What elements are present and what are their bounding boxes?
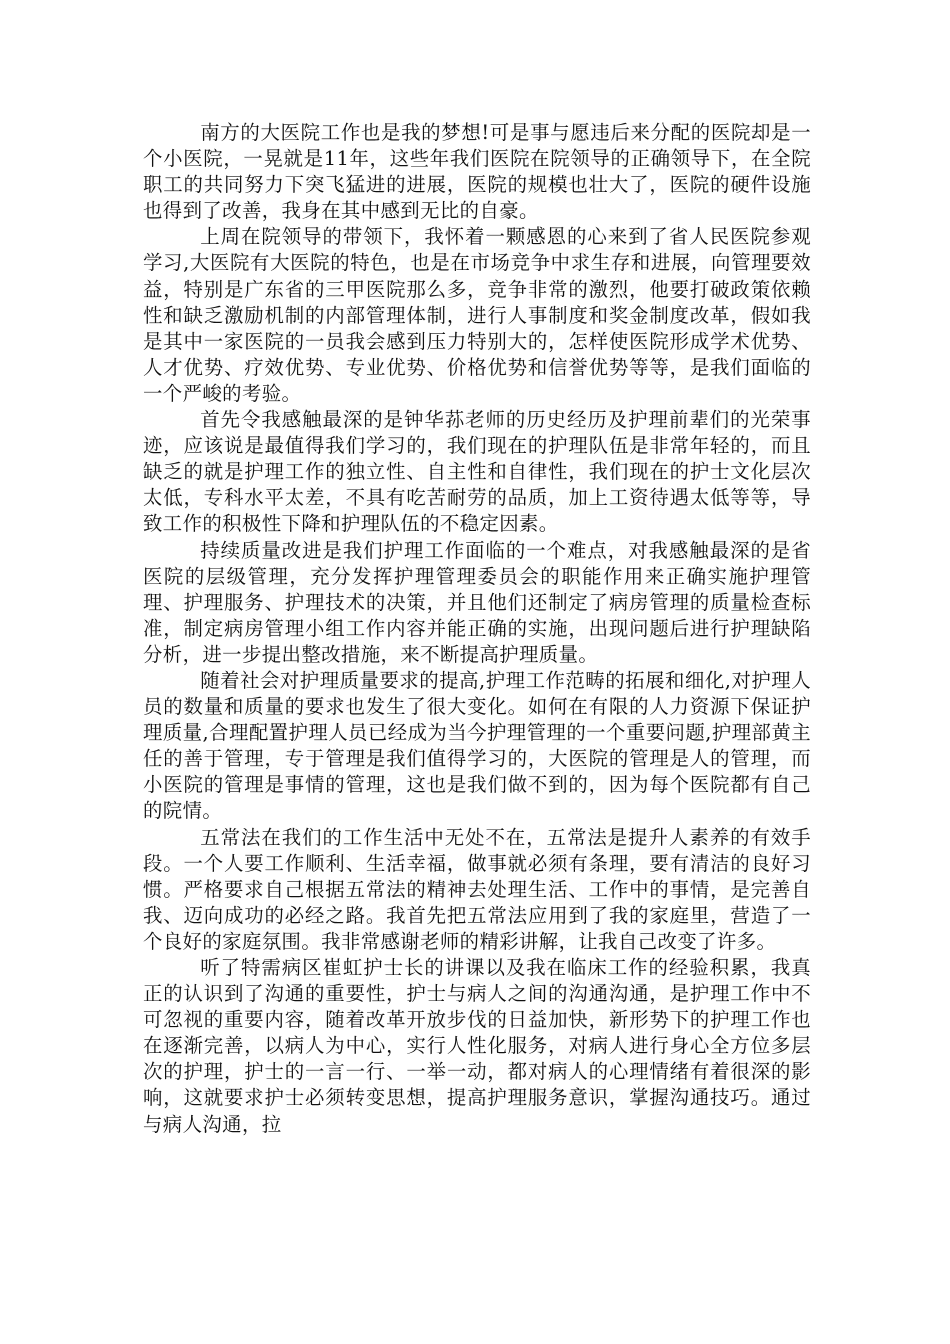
paragraph-7: 听了特需病区崔虹护士长的讲课以及我在临床工作的经验积累，我真正的认识到了沟通的重要性，护士与病人之间的沟通沟通，是护理工作中不可忽视的重要内容，随着改革开放步伐的日益加快，新形势下的护理工作也在逐渐完善，以病人为中心，实行人性化服务，对病人进行身心全方位多层次的护理，护士的一言一行、一举一动，都对病人的心理情绪有着很深的影响，这就要求护士必须转变思想，提高护理服务意识，掌握沟通技巧。通过与病人沟通，拉 [143,956,811,1136]
paragraph-2: 上周在院领导的带领下，我怀着一颗感恩的心来到了省人民医院参观学习,大医院有大医院的特色，也是在市场竞争中求生存和进展，向管理要效益，特别是广东省的三甲医院那么多，竞争非常的激烈，他要打破政策依赖性和缺乏激励机制的内部管理体制，进行人事制度和奖金制度改革，假如我是其中一家医院的一员我会感到压力特别大的，怎样使医院形成学术优势、人才优势、疗效优势、专业优势、价格优势和信誉优势等等，是我们面临的一个严峻的考验。 [143,225,811,405]
document-body [143,120,811,1138]
paragraph-3: 首先令我感触最深的是钟华荪老师的历史经历及护理前辈们的光荣事迹，应该说是最值得我们学习的，我们现在的护理队伍是非常年轻的，而且缺乏的就是护理工作的独立性、自主性和自律性，我们现在的护士文化层次太低，专科水平太差，不具有吃苦耐劳的品质，加上工资待遇太低等等，导致工作的积极性下降和护理队伍的不稳定因素。 [143,408,811,536]
paragraph-4: 持续质量改进是我们护理工作面临的一个难点，对我感触最深的是省医院的层级管理，充分发挥护理管理委员会的职能作用来正确实施护理管理、护理服务、护理技术的决策，并且他们还制定了病房管理的质量检查标准，制定病房管理小组工作内容并能正确的实施，出现问题后进行护理缺陷分析，进一步提出整改措施，来不断提高护理质量。 [143,538,811,666]
paragraph-6: 五常法在我们的工作生活中无处不在，五常法是提升人素养的有效手段。一个人要工作顺利、生活幸福，做事就必须有条理，要有清洁的良好习惯。严格要求自己根据五常法的精神去处理生活、工作中的事情，是完善自我、迈向成功的必经之路。我首先把五常法应用到了我的家庭里，营造了一个良好的家庭氛围。我非常感谢老师的精彩讲解，让我自己改变了许多。 [143,825,811,953]
paragraph-1: 南方的大医院工作也是我的梦想!可是事与愿违后来分配的医院却是一个小医院，一晃就是11年，这些年我们医院在院领导的正确领导下，在全院职工的共同努力下突飞猛进的进展，医院的规模也壮大了，医院的硬件设施也得到了改善，我身在其中感到无比的自豪。 [143,121,811,223]
paragraph-5: 随着社会对护理质量要求的提高,护理工作范畴的拓展和细化,对护理人员的数量和质量的要求也发生了很大变化。如何在有限的人力资源下保证护理质量,合理配置护理人员已经成为当今护理管理的一个重要问题,护理部黄主任的善于管理，专于管理是我们值得学习的，大医院的管理是人的管理，而小医院的管理是事情的管理，这也是我们做不到的，因为每个医院都有自己的院情。 [143,668,811,823]
